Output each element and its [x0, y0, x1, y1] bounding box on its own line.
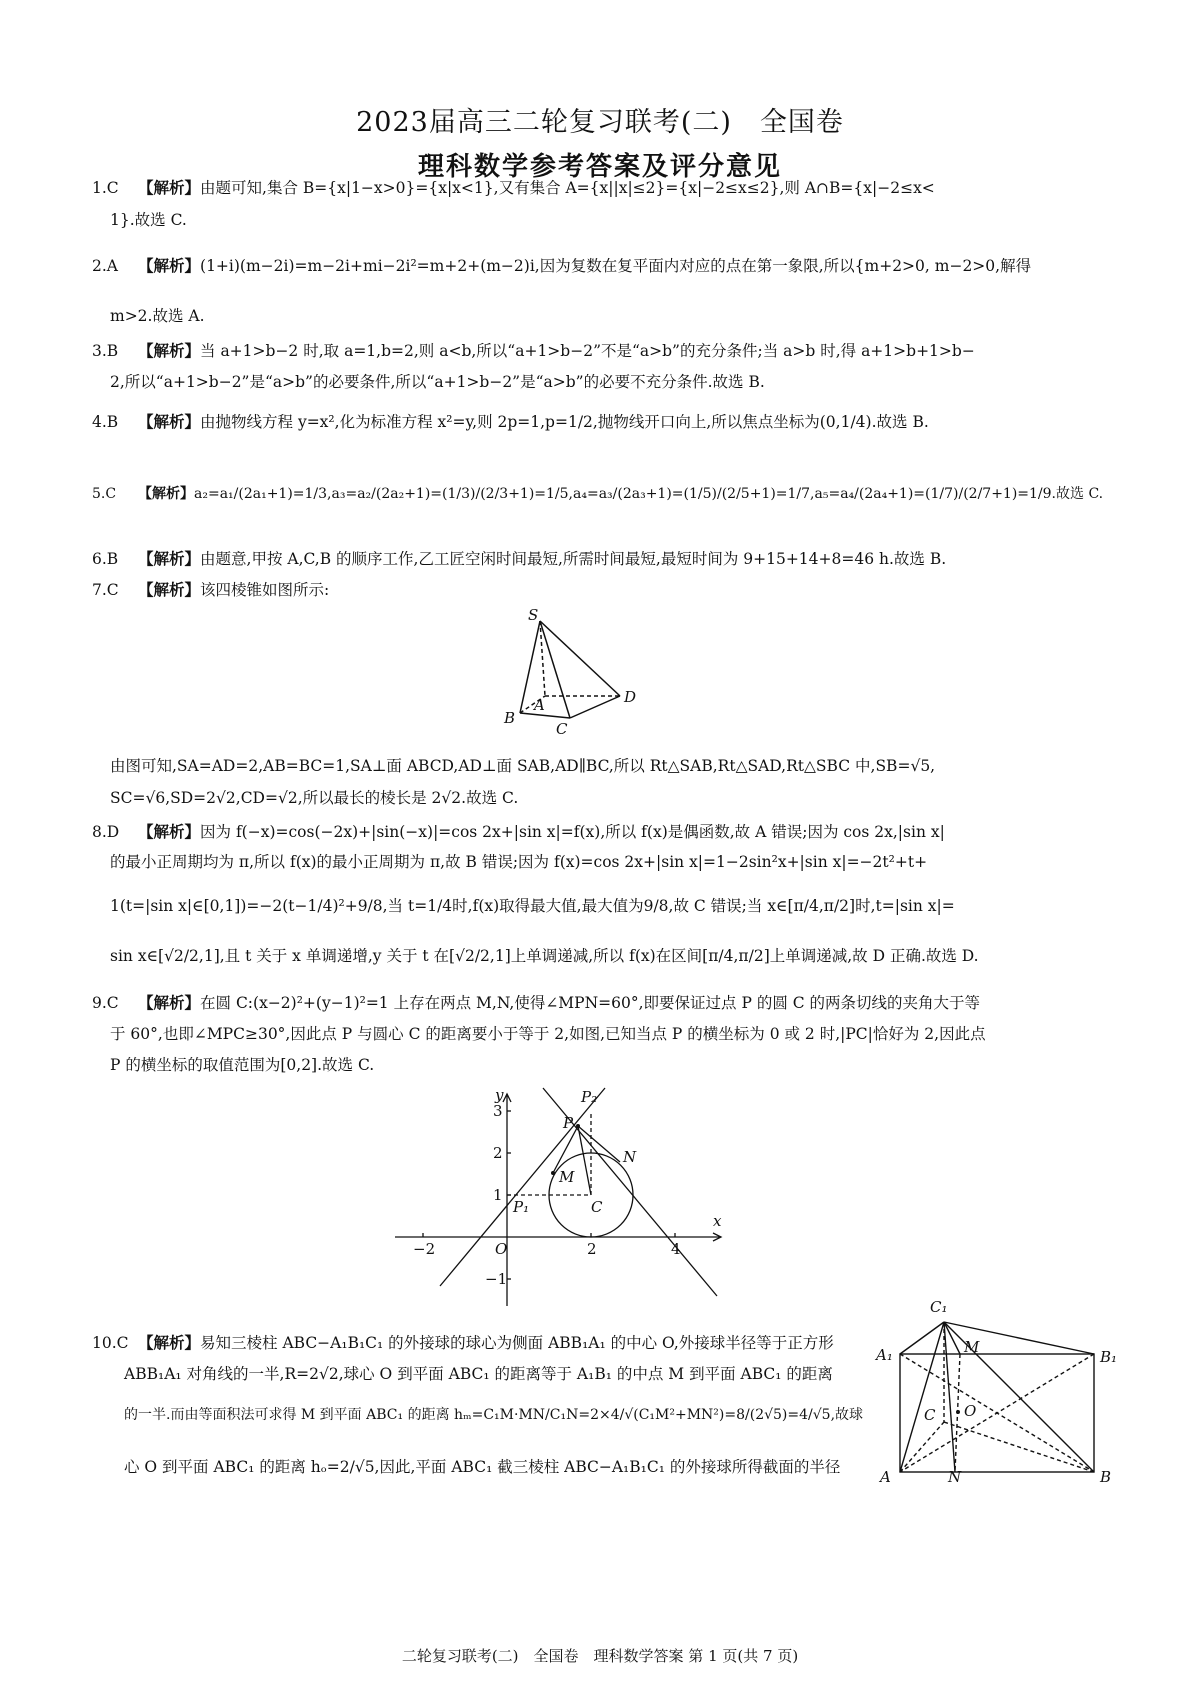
q6-line [92, 549, 946, 569]
fig9-label-x: x [713, 1212, 722, 1230]
page-title: 2023届高三二轮复习联考(二) 全国卷 [356, 107, 844, 138]
q10-line-2: ABB₁A₁ 对角线的一半,R=2√2,球心 O 到平面 ABC₁ 的距离等于 A₁B₁ 的中点 M 到平面 ABC₁ 的距离 [124, 1365, 833, 1383]
q6-number: 6.B [92, 550, 119, 568]
q8-line-3: 1(t=|sin x|∈[0,1])=−2(t−1/4)²+9/8,当 t=1/4时,f(x)取得最大值,最大值为9/8,故 C 错误;当 x∈[π/4,π/2]时,t=|sin x|= [110, 897, 955, 915]
q10-line-3: 的一半.而由等面积法可求得 M 到平面 ABC₁ 的距离 hₘ=C₁M·MN/C₁N=2×4/√(C₁M²+MN²)=8/(2√5)=4/√5,故球 [124, 1407, 864, 1423]
q10-line-4: 心 O 到平面 ABC₁ 的距离 hₒ=2/√5,因此,平面 ABC₁ 截三棱柱 ABC−A₁B₁C₁ 的外接球所得截面的半径 [124, 1458, 841, 1476]
fig9-tick-x4: 4 [671, 1240, 681, 1258]
fig9-tick-1: 1 [493, 1186, 503, 1204]
q9-tag: 【解析】 [138, 993, 201, 1012]
fig10-label-a: A [880, 1468, 891, 1486]
q1-tag: 【解析】 [138, 178, 201, 197]
q5-line [92, 484, 1103, 504]
q7-number: 7.C [92, 581, 119, 599]
q1-text: 由题可知,集合 B={x|1−x>0}={x|x<1},又有集合 A={x||x|≤2}={x|−2≤x≤2},则 A∩B={x|−2≤x< [200, 179, 935, 197]
q3-number: 3.B [92, 342, 119, 360]
prism-figure [876, 1292, 1120, 1486]
q5-text: a₂=a₁/(2a₁+1)=1/3,a₃=a₂/(2a₂+1)=(1/3)/(2/3+1)=1/5,a₄=a₃/(2a₃+1)=(1/5)/(2/5+1)=1/7,a₅=a₄/(2a₄+1)=(1/7)/(2/7+1)=1/9.故选 C. [194, 486, 1104, 502]
fig9-tick-2: 2 [493, 1144, 503, 1162]
q10-number: 10.C [92, 1334, 129, 1352]
q2-line-1 [92, 256, 1031, 276]
q9-line-2: 于 60°,也即∠MPC≥30°,因此点 P 与圆心 C 的距离要小于等于 2,如图,已知当点 P 的横坐标为 0 或 2 时,|PC|恰好为 2,因此点 [110, 1025, 986, 1043]
q4-line [92, 412, 929, 432]
page-footer: 二轮复习联考(二) 全国卷 理科数学答案 第 1 页(共 7 页) [401, 1647, 799, 1665]
fig10-label-c1: C₁ [930, 1298, 948, 1316]
q8-line-2: 的最小正周期均为 π,所以 f(x)的最小正周期为 π,故 B 错误;因为 f(x)=cos 2x+|sin x|=1−2sin²x+|sin x|=−2t²+t+ [110, 853, 928, 871]
pyramid-label-b: B [504, 709, 516, 727]
q2-text: (1+i)(m−2i)=m−2i+mi−2i²=m+2+(m−2)i,因为复数在复平面内对应的点在第一象限,所以{m+2>0, m−2>0,解得 [200, 257, 1032, 275]
fig9-label-m: M [559, 1168, 575, 1186]
q8-number: 8.D [92, 823, 120, 841]
circle-tangent-figure [395, 1086, 735, 1314]
page-subtitle: 理科数学参考答案及评分意见 [417, 152, 782, 182]
q8-tag: 【解析】 [138, 822, 201, 841]
q10-text: 易知三棱柱 ABC−A₁B₁C₁ 的外接球的球心为侧面 ABB₁A₁ 的中心 O,外接球半径等于正方形 [200, 1334, 834, 1352]
q8-line-4: sin x∈[√2/2,1],且 t 关于 x 单调递增,y 关于 t 在[√2/2,1]上单调递减,所以 f(x)在区间[π/4,π/2]上单调递减,故 D 正确.故选 D. [110, 947, 979, 965]
fig9-label-p: P [563, 1114, 574, 1132]
fig9-label-p2: P₂ [581, 1088, 598, 1106]
q9-text: 在圆 C:(x−2)²+(y−1)²=1 上存在两点 M,N,使得∠MPN=60°,即要保证过点 P 的圆 C 的两条切线的夹角大于等 [200, 994, 981, 1012]
fig9-tick-3: 3 [493, 1102, 503, 1120]
q9-line-3: P 的横坐标的取值范围为[0,2].故选 C. [110, 1056, 375, 1074]
q7-tag: 【解析】 [138, 580, 201, 599]
q7-text: 该四棱锥如图所示: [200, 581, 330, 599]
fig9-tick-neg2: −2 [413, 1240, 436, 1258]
q4-tag: 【解析】 [138, 412, 201, 431]
q6-tag: 【解析】 [138, 549, 201, 568]
q5-tag: 【解析】 [138, 486, 194, 502]
q10-tag: 【解析】 [138, 1333, 201, 1352]
q9-number: 9.C [92, 994, 119, 1012]
fig9-tick-neg1: −1 [485, 1270, 508, 1288]
fig10-label-a1: A₁ [876, 1346, 893, 1364]
q2-tag: 【解析】 [138, 256, 201, 275]
q3-tag: 【解析】 [138, 341, 201, 360]
fig9-label-n: N [623, 1148, 637, 1166]
q4-text: 由抛物线方程 y=x²,化为标准方程 x²=y,则 2p=1,p=1/2,抛物线开口向上,所以焦点坐标为(0,1/4).故选 B. [200, 413, 929, 431]
fig10-label-b1: B₁ [1100, 1348, 1118, 1366]
q7-line-3: SC=√6,SD=2√2,CD=√2,所以最长的棱长是 2√2.故选 C. [110, 789, 519, 807]
q1-line-1 [92, 178, 935, 198]
fig10-label-n: N [948, 1468, 962, 1486]
fig10-label-c: C [924, 1406, 936, 1424]
pyramid-label-s: S [528, 606, 539, 624]
pyramid-label-c: C [556, 720, 568, 738]
fig10-label-b: B [1100, 1468, 1112, 1486]
q5-number: 5.C [92, 486, 117, 502]
q7-line-2: 由图可知,SA=AD=2,AB=BC=1,SA⊥面 ABCD,AD⊥面 SAB,AD∥BC,所以 Rt△SAB,Rt△SAD,Rt△SBC 中,SB=√5, [110, 757, 936, 775]
pyramid-label-a: A [534, 696, 545, 714]
fig9-label-y: y [495, 1086, 504, 1104]
fig9-label-c: C [591, 1198, 603, 1216]
q3-line-2: 2,所以“a+1>b−2”是“a>b”的必要条件,所以“a+1>b−2”是“a>b”的必要不充分条件.故选 B. [110, 373, 765, 391]
fig10-label-m: M [964, 1338, 980, 1356]
fig9-tick-x2: 2 [587, 1240, 597, 1258]
q10-line-1 [92, 1333, 834, 1353]
q2-line-2: m>2.故选 A. [110, 307, 205, 325]
q3-text: 当 a+1>b−2 时,取 a=1,b=2,则 a<b,所以“a+1>b−2”不是“a>b”的充分条件;当 a>b 时,得 a+1>b+1>b− [200, 342, 975, 360]
fig9-label-o: O [495, 1240, 508, 1258]
q1-line-2: 1}.故选 C. [110, 211, 187, 229]
fig9-label-p1: P₁ [513, 1198, 530, 1216]
q1-number: 1.C [92, 179, 119, 197]
pyramid-figure [504, 606, 700, 746]
q9-line-1 [92, 993, 980, 1013]
fig10-label-o: O [964, 1402, 977, 1420]
q2-number: 2.A [92, 257, 118, 275]
pyramid-label-d: D [624, 688, 637, 706]
q4-number: 4.B [92, 413, 119, 431]
q6-text: 由题意,甲按 A,C,B 的顺序工作,乙工匠空闲时间最短,所需时间最短,最短时间为 9+15+14+8=46 h.故选 B. [200, 550, 947, 568]
q8-line-1 [92, 822, 945, 842]
q7-line-1 [92, 580, 329, 600]
q8-text: 因为 f(−x)=cos(−2x)+|sin(−x)|=cos 2x+|sin x|=f(x),所以 f(x)是偶函数,故 A 错误;因为 cos 2x,|sin x| [200, 823, 945, 841]
q3-line-1 [92, 341, 975, 361]
